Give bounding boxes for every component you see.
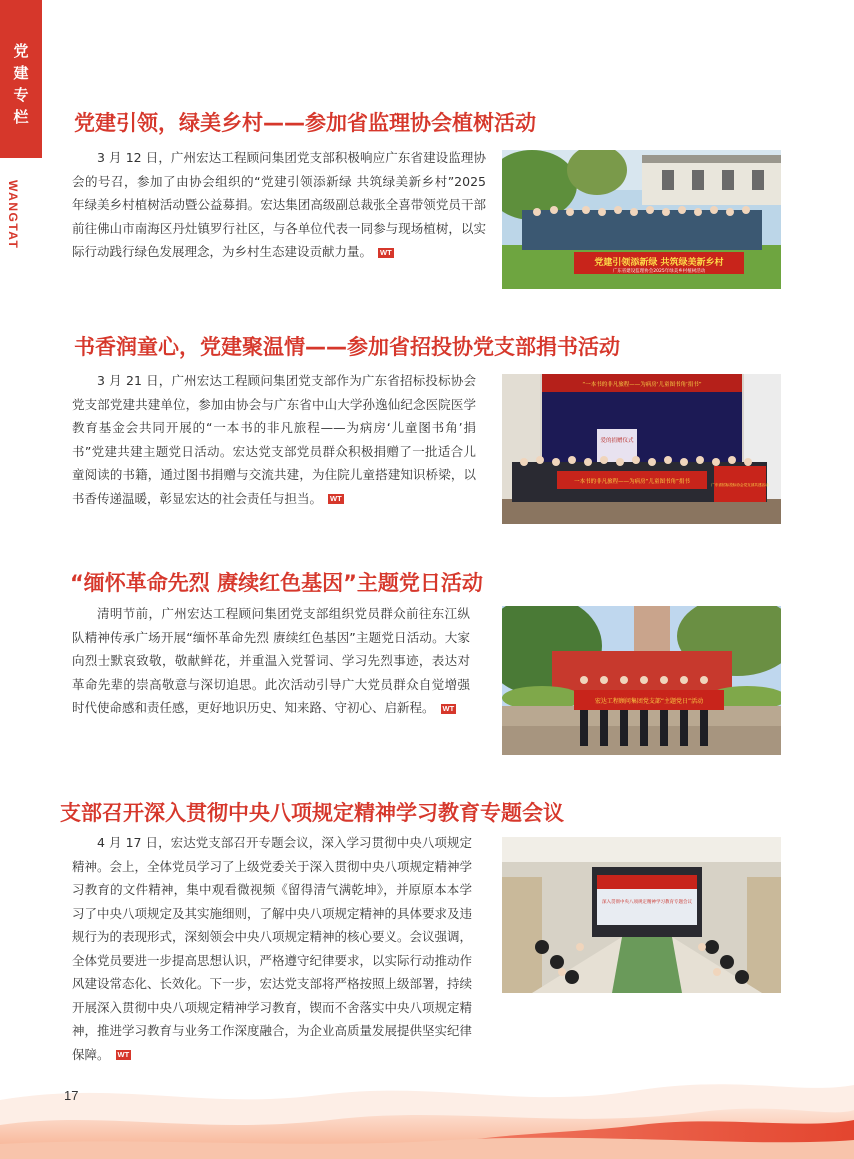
article-2-photo-banner-right: 广东省招标投标协会党支部共建活动	[711, 483, 769, 487]
wt-badge: WT	[380, 247, 392, 257]
section-tab	[0, 0, 42, 158]
article-2-photo-board: 爱的捐赠仪式	[600, 438, 634, 444]
wt-badge: WT	[442, 703, 455, 713]
article-1-photo-banner: 党建引领添新绿 共筑绿美新乡村	[594, 258, 724, 268]
section-tab-label: 党 建 专 栏	[13, 42, 29, 126]
article-4-body: 4 月 17 日，宏达党支部召开专题会议，深入学习贯彻中央八项规定精神。会上，全体党员学习了上级党委关于深入贯彻中央八项规定精神学习教育的文件精神，集中观看微视频《留得清气满乾坤》，并原原本本学习了中央八项规定及其实施细则，了解中央八项规定精神的具体要求及违规行为的表现形式，深刻领会中央八项规定精神的核心要义。会议强调，全体党员要进一步提高思想认识，严格遵守纪律要求，以实际行动推动作风建设常态化、长效化。下一步，宏达党支部将严格按照上级部署，持续开展深入贯彻中央八项规定精神学习教育，锲而不舍落实中央八项规定精神，推进学习教育与业务工作深度融合，为企业高质量发展提供坚实纪律保障。 WT	[72, 835, 473, 1062]
article-2-photo-screen: “一本书的非凡旅程——为病房‘儿童图书角’捐书”	[582, 382, 702, 388]
bottom-mountain-art	[0, 1040, 854, 1159]
wt-badge: WT	[330, 494, 342, 503]
article-3-title: “缅怀革命先烈 赓续红色基因”主题党日活动	[70, 571, 483, 595]
article-2-title: 书香润童心，党建聚温情——参加省招投协党支部捐书活动	[74, 335, 620, 359]
article-2-photo-banner: 一本书的非凡旅程——为病房“儿童图书角”捐书	[574, 479, 690, 485]
article-1-photo	[502, 150, 781, 289]
article-1-title: 党建引领，绿美乡村——参加省监理协会植树活动	[74, 111, 536, 135]
article-2-body: 3 月 21 日，广州宏达工程顾问集团党支部作为广东省招标投标协会党支部党建共建单位，参加由协会与广东省中山大学孙逸仙纪念医院医学教育基金会共同开展的“一本书的非凡旅程——为病房‘儿童图书角’捐书”党建共建主题党日活动。宏达党支部党员群众积极捐赠了一批适合儿童阅读的书籍，通过图书捐赠与交流共建，为住院儿童搭建知识桥梁，以书香传递温暖，彰显宏达的社会责任与担当。 WT	[72, 373, 476, 506]
article-4-photo-screen: 深入贯彻中央八项规定精神学习教育专题会议	[602, 900, 692, 905]
article-1-body: 3 月 12 日，广州宏达工程顾问集团党支部积极响应广东省建设监理协会的号召，参加了由协会组织的“党建引领添新绿 共筑绿美新乡村”2025 年绿美乡村植树活动暨公益募捐。宏达集团高级副总裁张全喜带领党员干部前往佛山市南海区丹灶镇罗行社区，与各单位代表一同参与现场植树，以实际行动践行绿色发展理念，为乡村生态建设贡献力量。 WT	[72, 150, 486, 259]
section-latin-label: WANGTAT	[6, 180, 20, 250]
article-4-photo	[502, 837, 781, 993]
article-4-title: 支部召开深入贯彻中央八项规定精神学习教育专题会议	[60, 801, 564, 825]
article-3-body: 清明节前，广州宏达工程顾问集团党支部组织党员群众前往东江纵队精神传承广场开展“缅怀革命先烈 赓续红色基因”主题党日活动。大家向烈士默哀致敬，敬献鲜花，并重温入党誓词、学习先烈事迹，表达对革命先辈的崇高敬意与深切追思。此次活动引导广大党员群众自觉增强时代使命感和责任感，更好地识历史、知来路、守初心、启新程。 WT	[72, 606, 470, 715]
article-3-photo	[502, 606, 781, 755]
wt-badge: WT	[117, 1050, 130, 1059]
article-3-photo-banner: 宏达工程顾问集团党支部“主题党日”活动	[594, 698, 704, 705]
article-1-photo-banner-sub: 广东省建设监理协会2025年绿美乡村植树活动	[612, 269, 706, 274]
article-2-photo	[502, 374, 781, 524]
page-number: 17	[64, 1088, 79, 1103]
